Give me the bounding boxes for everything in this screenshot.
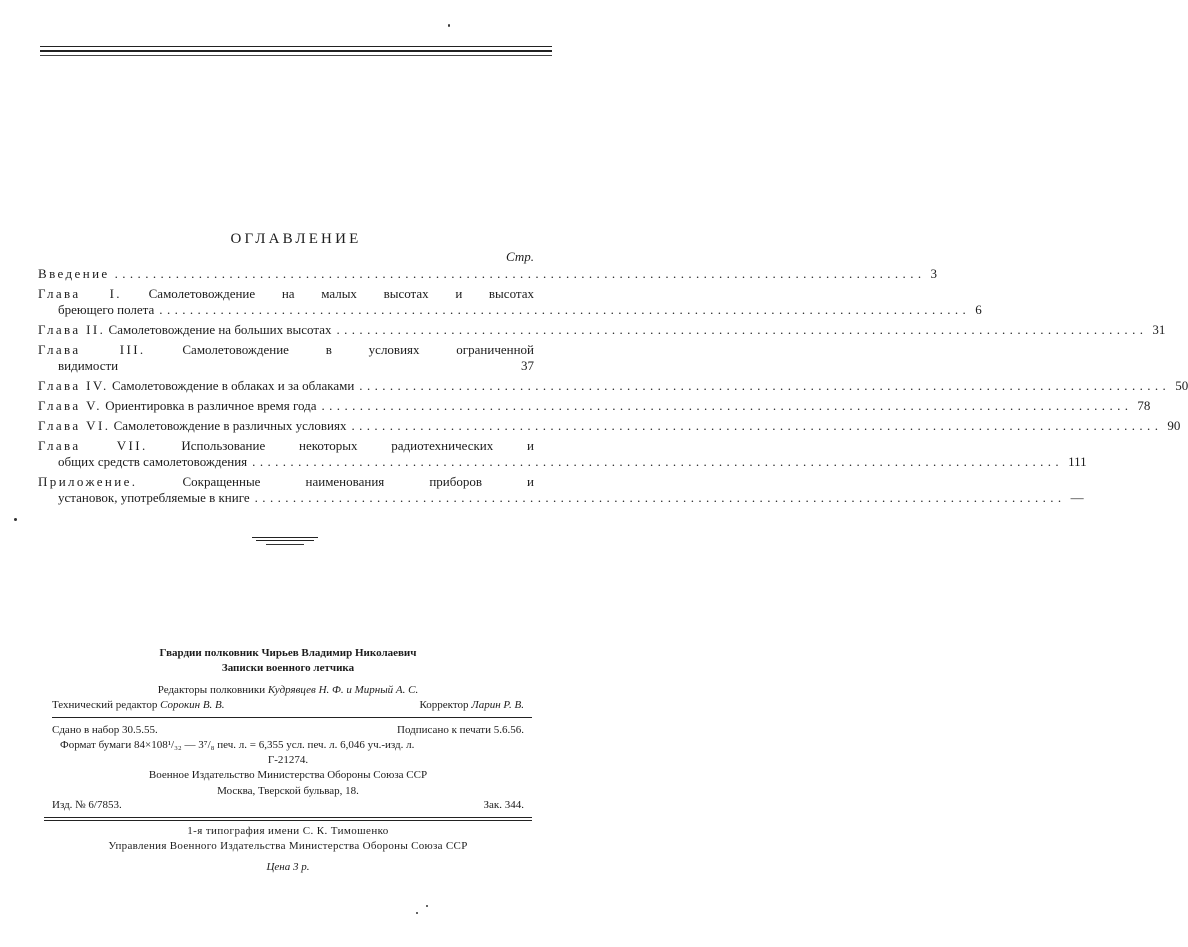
leader-dots: .......................................................................................................... bbox=[359, 378, 1171, 393]
chapter-title: Самолетовождение на малых высотах и высотах bbox=[148, 286, 535, 301]
print-date: Подписано к печати 5.6.56. bbox=[397, 724, 524, 736]
chapter-title-cont: общих средств самолетовождения bbox=[58, 454, 248, 469]
print-speck bbox=[14, 518, 17, 521]
toc-entry-title: Введение bbox=[38, 266, 110, 281]
top-rule-line bbox=[40, 46, 552, 47]
toc-entry-chapter-2 bbox=[38, 322, 1166, 338]
toc-entry-line bbox=[38, 474, 534, 490]
chapter-title: Использование некоторых радиотехнических и bbox=[181, 438, 534, 453]
tech-editor-name: Сорокин В. В. bbox=[160, 699, 225, 711]
leader-dots: .......................................................................................................... bbox=[351, 418, 1163, 433]
toc-page-number: 6 bbox=[975, 302, 982, 317]
toc-entry-chapter-7 bbox=[38, 438, 1087, 470]
appendix-prefix: Приложение. bbox=[38, 474, 138, 489]
book-title: Записки военного летчика bbox=[221, 662, 355, 674]
chapter-prefix: Глава I. bbox=[38, 286, 122, 301]
toc-entry-line bbox=[38, 302, 982, 318]
printer-org-line: Управления Военного Издательства Министерства Обороны Союза ССР bbox=[108, 840, 468, 852]
appendix-title-cont: установок, употребляемые в книге bbox=[58, 490, 250, 505]
toc-entry-chapter-4 bbox=[38, 378, 1188, 394]
chapter-title: Самолетовождение в облаках и за облаками bbox=[111, 378, 355, 393]
code-line: Г-21274. bbox=[267, 754, 309, 766]
author-line: Гвардии полковник Чирьев Владимир Николаевич bbox=[159, 647, 417, 659]
address-line: Москва, Тверской бульвар, 18. bbox=[217, 785, 359, 797]
chapter-prefix: Глава II. bbox=[38, 322, 106, 337]
chapter-title: Самолетовождение в условиях ограниченной bbox=[182, 342, 534, 357]
chapter-title: Ориентировка в различное время года bbox=[105, 398, 317, 413]
toc-page-number: 78 bbox=[1137, 398, 1151, 413]
print-speck bbox=[426, 905, 428, 907]
page-column-label: Стр. bbox=[506, 249, 534, 264]
leader-dots: .......................................................................................................... bbox=[321, 398, 1133, 413]
toc-page-number: 111 bbox=[1068, 454, 1087, 469]
price: Цена 3 р. bbox=[266, 861, 310, 873]
leader-dots: .......................................................................................................... bbox=[114, 266, 926, 281]
chapter-prefix: Глава V. bbox=[38, 398, 102, 413]
print-speck bbox=[448, 24, 450, 27]
editors-line bbox=[52, 684, 524, 696]
chapter-prefix: Глава IV. bbox=[38, 378, 109, 393]
chapter-title: Самолетовождение на больших высотах bbox=[108, 322, 332, 337]
toc-page-number: — bbox=[1070, 490, 1084, 505]
order-number: Зак. 344. bbox=[483, 799, 524, 811]
contents-title: ОГЛАВЛЕНИЕ bbox=[230, 231, 362, 247]
divider bbox=[52, 717, 532, 718]
paper-format: Формат бумаги 84×108¹/₃₂ — 3⁷/₈ печ. л. = 6,355 усл. печ. л. 6,046 уч.-изд. л. bbox=[60, 739, 415, 751]
ornament-line bbox=[256, 540, 314, 541]
toc-entry-line bbox=[38, 490, 1084, 506]
toc-entry-chapter-1 bbox=[38, 286, 982, 318]
publisher-line: Военное Издательство Министерства Обороны Союза ССР bbox=[148, 769, 428, 781]
toc-entry-line bbox=[38, 358, 534, 374]
top-ornamental-rule bbox=[40, 46, 552, 60]
toc-entry-line bbox=[38, 286, 534, 302]
toc-entry-line bbox=[38, 438, 534, 454]
leader-dots: .......................................................................................................... bbox=[159, 302, 971, 317]
chapter-title: Самолетовождение в различных условиях bbox=[113, 418, 347, 433]
chapter-title-cont: бреющего полета bbox=[58, 302, 155, 317]
printer-line: 1-я типография имени С. К. Тимошенко bbox=[187, 825, 389, 837]
chapter-title-cont: видимости bbox=[58, 358, 119, 373]
typeset-date: Сдано в набор 30.5.55. bbox=[52, 724, 158, 736]
appendix-title: Сокращенные наименования приборов и bbox=[182, 474, 534, 489]
toc-entry-chapter-3 bbox=[38, 342, 534, 374]
leader-dots: .......................................................................................................... bbox=[336, 322, 1148, 337]
corrector-label: Корректор bbox=[419, 699, 469, 711]
chapter-prefix: Глава III. bbox=[38, 342, 146, 357]
toc-page-number: 31 bbox=[1152, 322, 1166, 337]
toc-entry-appendix bbox=[38, 474, 1084, 506]
toc-entry-intro bbox=[38, 266, 938, 282]
editors-names: Кудрявцев Н. Ф. и Мирный А. С. bbox=[267, 684, 419, 696]
leader-dots: .......................................................................................................... bbox=[252, 454, 1064, 469]
corrector-name: Ларин Р. В. bbox=[471, 699, 524, 711]
tech-editor-label: Технический редактор bbox=[52, 699, 158, 711]
toc-entry-line bbox=[38, 342, 534, 358]
print-speck bbox=[416, 912, 418, 914]
toc-entry-chapter-6 bbox=[38, 418, 1181, 434]
chapter-prefix: Глава VII. bbox=[38, 438, 148, 453]
leader-dots: .......................................................................................................... bbox=[254, 490, 1066, 505]
ornament-line bbox=[252, 537, 318, 538]
divider-line bbox=[44, 817, 532, 818]
toc-page-number: 3 bbox=[930, 266, 938, 281]
tech-editor-line bbox=[52, 699, 524, 711]
table-of-contents bbox=[38, 266, 1188, 506]
toc-entry-chapter-5 bbox=[38, 398, 1151, 414]
numbers-line bbox=[52, 799, 524, 811]
center-ornament bbox=[252, 537, 318, 547]
top-rule-line bbox=[40, 50, 552, 52]
toc-entry-line bbox=[38, 454, 1087, 470]
toc-page-number: 90 bbox=[1167, 418, 1181, 433]
top-rule-line bbox=[40, 55, 552, 56]
divider-line bbox=[44, 820, 532, 821]
publication-number: Изд. № 6/7853. bbox=[52, 799, 122, 811]
toc-page-number: 37 bbox=[521, 358, 534, 373]
chapter-prefix: Глава VI. bbox=[38, 418, 111, 433]
ornament-line bbox=[266, 544, 304, 545]
double-divider bbox=[44, 817, 532, 822]
dates-line bbox=[52, 724, 524, 736]
toc-page-number: 50 bbox=[1175, 378, 1188, 393]
editors-label: Редакторы полковники bbox=[157, 684, 266, 696]
